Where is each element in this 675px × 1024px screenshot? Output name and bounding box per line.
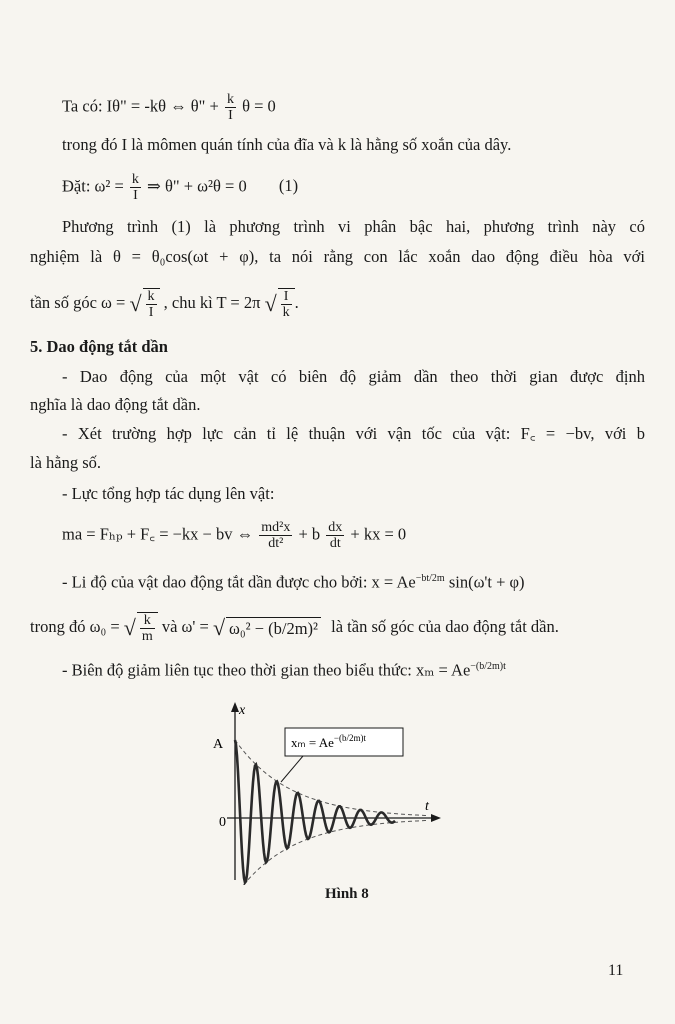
t-axis-arrow [431,814,441,822]
page-number: 11 [608,962,624,979]
displacement-line: - Li độ của vật dao động tắt dần được cho bởi: $x = Ae^{-bt/2m}$ sin(ω't + φ) [62,572,525,592]
equation-newton: ma = Fₕₚ + F꜀ = −kx − bv ⇔ $\frac{\text{md²x}}{\text{dt²}}$ + b $\frac{dx}{dt}$ + kx = 0 [62,520,407,551]
pointer-line [281,756,303,782]
fraction-k-over-i: $\frac{k}{I}$ [131,172,139,203]
section-heading: 5. Dao động tắt dần [30,337,168,356]
equation-torsion: Ta có: Iθ" = -kθ ⇔ θ" + $\frac{k}{I}$ θ = 0 [62,92,276,123]
fraction-k-over-i: $\frac{k}{I}$ [226,92,234,123]
text-line: là hằng số. [30,453,102,472]
amplitude-line: - Biên độ giảm liên tục theo thời gian theo biểu thức: $x_m = Ae^{-(b/2m)t}$ [62,660,506,680]
damped-oscillation-figure [205,700,445,885]
figure-caption: Hình 8 [325,886,369,902]
axis-label-x: x [239,703,246,718]
text-line: nghiệm là θ = θ₀cos(ωt + φ), ta nói rằng con lắc xoắn dao động điều hòa với [30,247,645,266]
origin-label: 0 [219,815,226,830]
axis-label-t: t [425,799,429,814]
sqrt-symbol: √ [129,291,142,316]
text-line: nghĩa là dao động tắt dần. [30,395,201,414]
x-axis-arrow [231,702,239,712]
omega-definition-line: trong đó ω₀ = √ $\frac{k}{m}$ và ω' = √ ω₀² − (b/2m)² là tần số góc của dao động tắt dần. [30,613,559,644]
text-line: - Xét trường hợp lực cản tỉ lệ thuận với vận tốc của vật: F꜀ = −bv, với b [62,424,645,443]
text-line: - Dao động của một vật có biên độ giảm dần theo thời gian được định [62,367,645,386]
envelope-formula: $x_m = Ae^{-(b/2m)t}$ [291,733,366,750]
angular-frequency-line: tần số góc ω = √ $\frac{k}{I}$ , chu kì T = 2π √ $\frac{I}{k}$ . [30,289,299,320]
text-line: Phương trình (1) là phương trình vi phân bậc hai, phương trình này có [62,217,645,236]
equation-1: Đặt: ω² = $\frac{k}{I}$ ⇒ θ" + ω²θ = 0 (1) [62,172,299,203]
sqrt-symbol: √ [264,291,277,316]
text-line: trong đó I là mômen quán tính của đĩa và k là hằng số xoắn của dây. [62,135,512,154]
text-line: - Lực tổng hợp tác dụng lên vật: [62,484,275,503]
amplitude-label: A [213,737,224,752]
damped-oscillation-curve [235,740,395,883]
equation-number: (1) [278,176,299,196]
